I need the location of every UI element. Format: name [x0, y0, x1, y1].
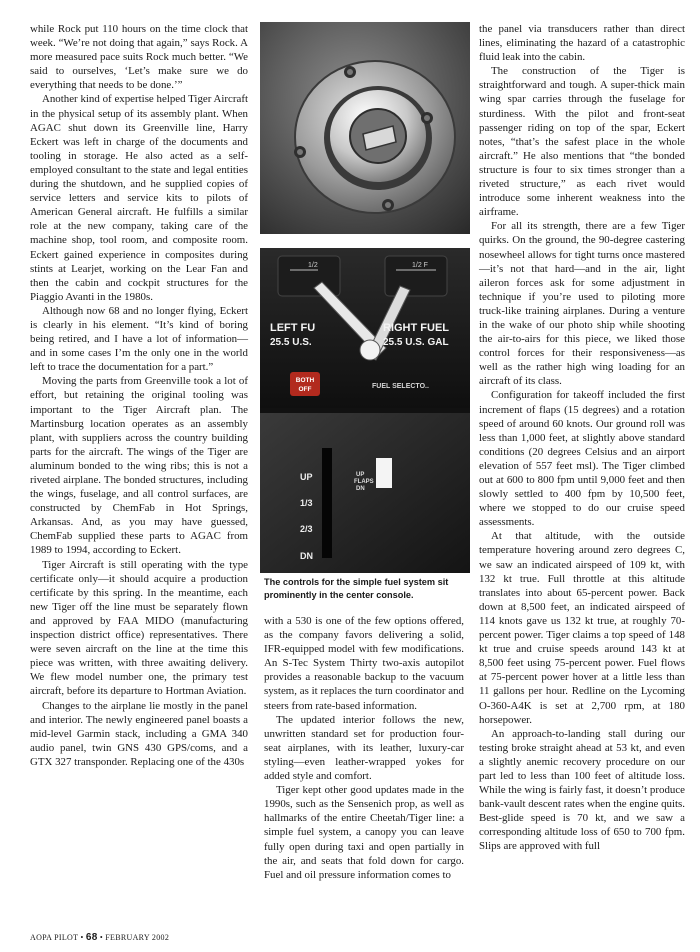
paragraph: The updated interior follows the new, unwritten standard set for production four-seat airplanes, with its leather, luxury-car styling—even leather-wrapped yokes for added style and comfort.	[264, 713, 464, 783]
paragraph: Tiger kept other good updates made in the 1990s, such as the Sensenich prop, as well as hallmarks of the entire Cheetah/Tiger line: a simple fuel system, a canopy you can leave fully open during taxi and open partially in the air, and seats that fold down for cargo. Fuel and oil pressure information comes to	[264, 784, 464, 881]
paragraph: Moving the parts from Greenville took a lot of effort, but retaining the original tooling was important to the Tiger Aircraft plan. The Martinsburg location operates as an assembly plant, with suppliers across the country building parts for the aircraft. The wings of the Tiger are aluminum bonded to the wing ribs; this is not a riveted airplane. The bonded structures, including the wings, fuselage, and all control surfaces, are constructed by ChemFab in Hot Springs, Arkansas. And, as you may have guessed, ChemFab supplied these parts to AGAC from 1989 to 1994, according to Eckert.	[30, 375, 248, 557]
paragraph: The construction of the Tiger is straightforward and tough. A super-thick main wing spar carries through the fuselage for sturdiness. With the pilot and front-seat passenger riding on top of the spar, Eckert notes, “that’s the safest place in the whole aircraft.” He also mentions that “the bonded structure is four to six times stronger than a riveted structure,” as each rivet would introduce some inherent weakness into the airframe.	[479, 65, 685, 219]
flaps-indicator-label: FLAPS	[354, 479, 374, 485]
flap-up-label: UP	[300, 472, 313, 482]
flap-down-label: DN	[300, 551, 313, 561]
page-number: 68	[85, 932, 98, 943]
fuel-console-photo	[260, 248, 470, 573]
off-label: OFF	[298, 386, 312, 393]
paragraph: Changes to the airplane lie mostly in the panel and interior. The newly engineered panel boasts a mid-level Garmin stack, including a GMA 340 audio panel, twin GNS 430 GPS/coms, and a GTX 327 transponder. Replacing one of the 430s	[30, 699, 248, 768]
fuel-selector-label: FUEL SELECTO..	[372, 383, 429, 390]
left-gauge-marks: 1/2	[308, 262, 318, 269]
paragraph: Tiger Aircraft is still operating with the type certificate only—it should acquire a production certificate by this spring. In the meantime, each new Tiger off the line must be separately flown and approved by FAA MIDO (manufacturing inspection district office) representatives. There were seven aircraft on the line at the time this piece was written, with three awaiting delivery. We flew model number one, the primary test aircraft, before its departure to Hortman Aviation.	[30, 558, 248, 698]
right-fuel-label: RIGHT FUEL	[383, 322, 449, 334]
right-gauge-marks: 1/2 F	[412, 262, 428, 269]
paragraph: Configuration for takeoff included the first increment of flaps (15 degrees) and a rotation speed of around 60 knots. Our ground roll was less than 1,000 feet, at slightly above standard conditions (20 degrees Celsius and an airport elevation of 557 feet msl). The Tiger climbed out at 600 to 800 fpm until 9,000 feet and then slowly settled to 400 fpm by 10,500 feet, where we stopped to do our cruise speed assessments.	[479, 389, 685, 529]
fuel-cap-photo	[260, 22, 470, 234]
article-column-right	[479, 22, 685, 854]
flaps-indicator-down: DN	[356, 486, 365, 492]
fuel-cap-illustration	[260, 22, 470, 234]
paragraph: For all its strength, there are a few Tiger quirks. On the ground, the 90-degree castering nosewheel allows for tight turns once mastered—it’s not that hard—and in the air, light aileron forces ask for some adjustment in technique if you’re used to piloting more truck-like training airplanes. During a venture in the wake of our photo ship while shooting the air-to-airs for this piece, we liked those control forces for their responsiveness—as well as the rather high wing loading for an aircraft of its class.	[479, 220, 685, 388]
flap-two-thirds-label: 2/3	[300, 524, 313, 534]
paragraph: the panel via transducers rather than direct lines, eliminating the hazard of a catastrophic fluid leak into the cabin.	[479, 23, 685, 64]
paragraph: while Rock put 110 hours on the time clock that week. “We’re not doing that again,” says Rock. A more measured pace suits Rock much better. “We said to ourselves, ‘Let’s make sure we do everything that needs to be done.’”	[30, 23, 248, 92]
right-fuel-quantity: 25.5 U.S. GAL	[383, 337, 449, 348]
issue-date: FEBRUARY 2002	[105, 933, 170, 942]
publication-name: AOPA PILOT	[30, 933, 79, 942]
flap-one-third-label: 1/3	[300, 498, 313, 508]
article-column-middle	[264, 614, 464, 882]
left-fuel-quantity: 25.5 U.S.	[270, 337, 312, 348]
fuel-console-illustration	[260, 248, 470, 573]
paragraph: Another kind of expertise helped Tiger Aircraft in the physical setup of its assembly plant. When AGAC shut down its Greenville line, Harry Eckert was left in charge of the documents and tooling in storage. He also acted as a self-employed consultant to the state and legal entities during the shutdown, and he supplied copies of service letters and service kits to pilots of American General aircraft. He fulfills a similar role at the new company, taking care of the machine shop, tool room, and composite room. Eckert gained experience in composites during stints at Learjet, working on the Lear Fan and then the cabin and cockpit structures for the Piaggio Avanti in the 1980s.	[30, 93, 248, 303]
article-column-left	[30, 22, 248, 769]
left-fuel-label: LEFT FU	[270, 322, 316, 334]
paragraph: An approach-to-landing stall during our testing broke straight ahead at 53 kt, and even a slightly anemic recovery procedure on our part led to less than 100 feet of altitude loss. While the wing is fairly fast, it doesn’t produce bank-vault descent rates when the engine quits. Best-glide speed is 70 kt, and we saw a corresponding altitude loss of 650 to 700 fpm. Slips are approved with full	[479, 727, 685, 853]
flap-lever	[376, 458, 392, 488]
flaps-indicator-up: UP	[356, 472, 365, 478]
paragraph: At that altitude, with the outside temperature hovering around zero degrees C, we saw an indicated airspeed of 109 kt, with 132 kt true. Full throttle at this altitude translates into about 65-percent power. Back down at 8,500 feet, an indicated airspeed of 114 knots gave us 132 kt true, at roughly 70-percent power. Tiger claims a top speed of 148 kt true and cruise speeds around 143 kt at 8,500 feet using 75-percent power. Fuel flows at 75-percent power hover at a little less than 11 gallons per hour. Redline on the Lycoming O-360-A4K is set at 2,700 rpm, at 180 horsepower.	[479, 530, 685, 726]
page-footer: AOPA PILOT • 68 • FEBRUARY 2002	[30, 932, 170, 943]
both-label: BOTH	[295, 377, 315, 384]
paragraph: Although now 68 and no longer flying, Eckert is clearly in his element. “It’s kind of boring being retired, and I have a lot of information—and in some cases I’m the only one in the world left to trace the documentation for a part.”	[30, 304, 248, 374]
photo-caption: The controls for the simple fuel system sit prominently in the center console.	[264, 577, 449, 600]
paragraph: with a 530 is one of the few options offered, as the company favors delivering a solid, IFR-equipped model with few modifications. An S-Tec System Thirty two-axis autopilot provides a reasonable backup to the vacuum system, as it replaces the turn coordinator and steers from rate-based information.	[264, 615, 464, 712]
